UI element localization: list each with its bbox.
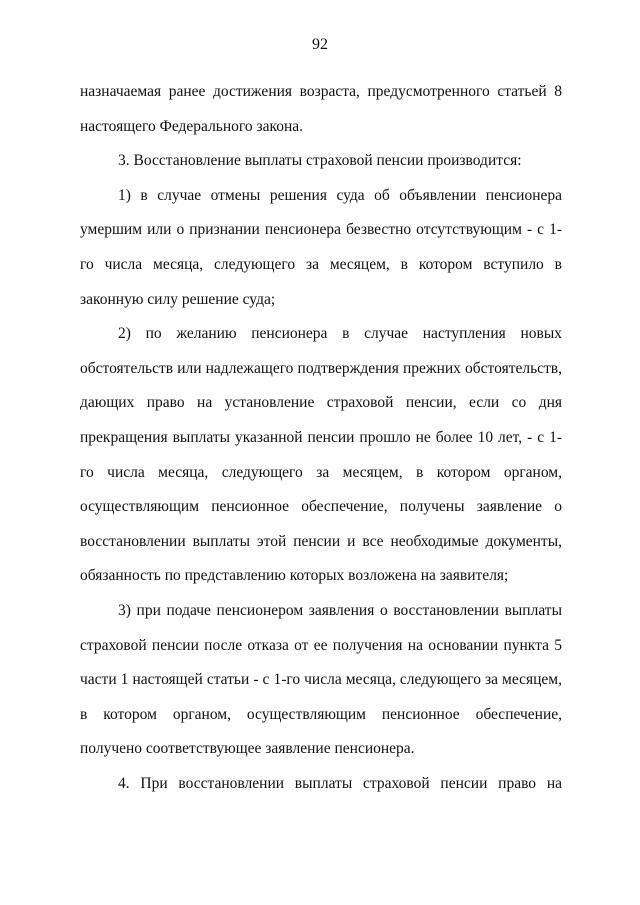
page-number: 92 — [312, 36, 328, 53]
paragraph-item-3: 3) при подаче пенсионером заявления о восстановлении выплаты страховой пенсии после отказа от ее получения на основании пункта 5 части 1 настоящей статьи - с 1-го числа месяца, следующего за месяцем, в котором органом, осуществляющим пенсионное обеспечение, получено соответствующее заявление пенсионера. — [80, 601, 562, 758]
paragraph-continuation: назначаемая ранее достижения возраста, предусмотренного статьей 8 настоящего Федерального закона. — [80, 83, 562, 135]
paragraph-clause-4: 4. При восстановлении выплаты страховой пенсии право на — [118, 774, 562, 792]
paragraph-item-1: 1) в случае отмены решения суда об объявлении пенсионера умершим или о признании пенсионера безвестно отсутствующим - с 1-го числа месяца, следующего за месяцем, в котором вступило в законную силу решение суда; — [80, 186, 562, 308]
paragraph-item-2: 2) по желанию пенсионера в случае наступления новых обстоятельств или надлежащего подтверждения прежних обстоятельств, дающих право на установление страховой пенсии, если со дня прекращения выплаты указанной пенсии прошло не более 10 лет, - с 1-го числа месяца, следующего за месяцем, в котором органом, осуществляющим пенсионное обеспечение, получены заявление о восстановлении выплаты этой пенсии и все необходимые документы, обязанность по представлению которых возложена на заявителя; — [80, 325, 562, 585]
paragraph-clause-3: 3. Восстановление выплаты страховой пенсии производится: — [118, 152, 522, 170]
document-body — [80, 75, 562, 801]
